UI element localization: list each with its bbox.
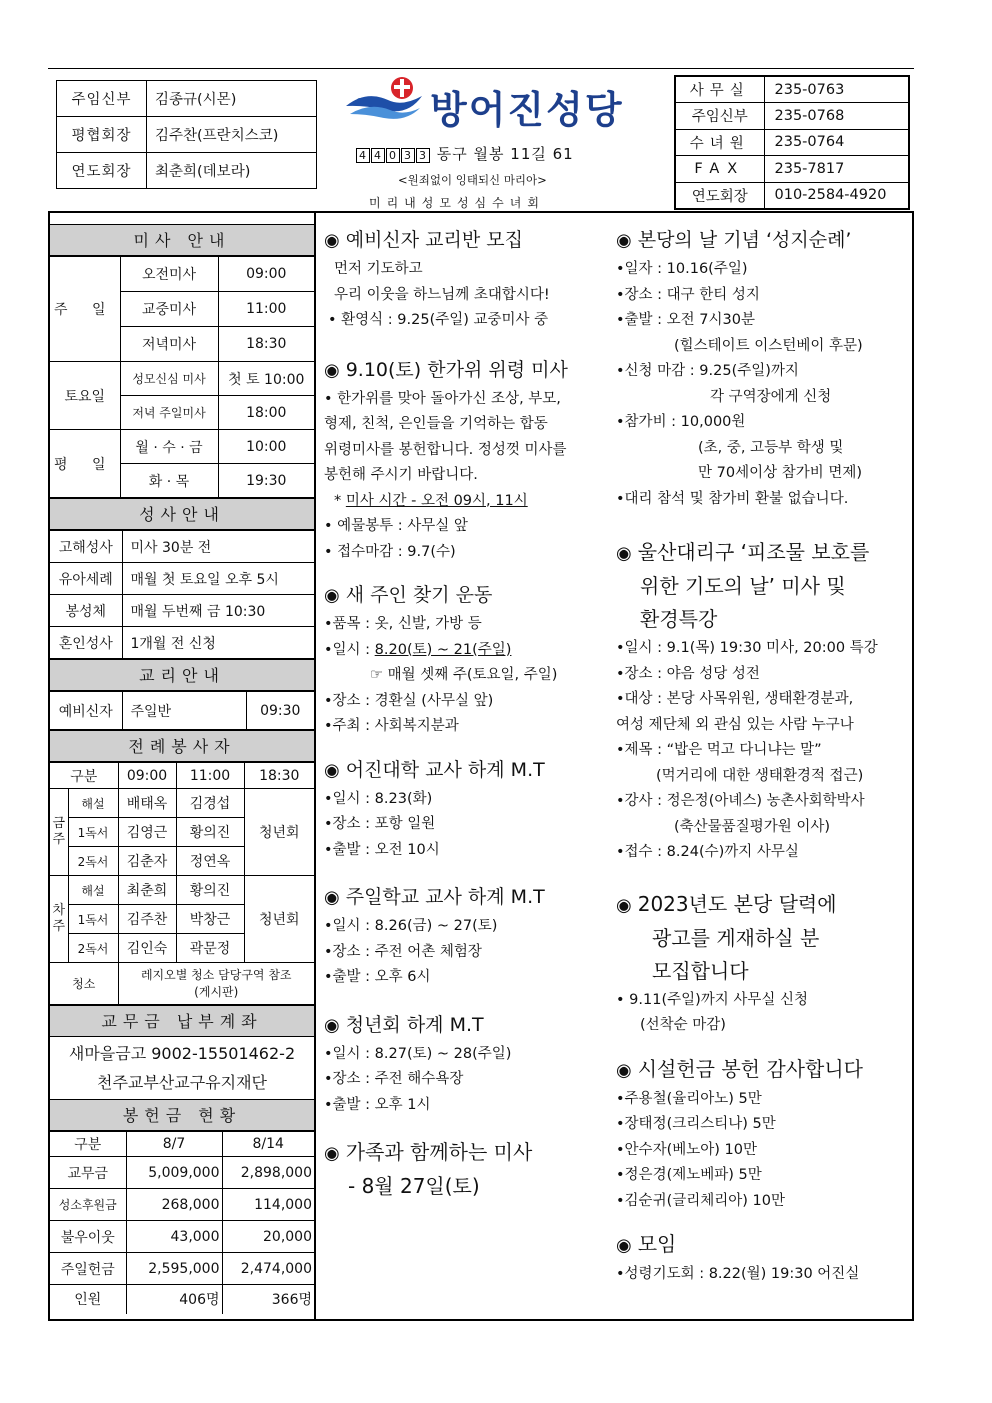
bullet-icon: ◉ — [324, 887, 340, 908]
contact-role: 주임신부 — [57, 81, 147, 117]
notice-line: • 9.11(주일)까지 사무실 신청 — [616, 991, 809, 1008]
church-name: 방어진성당 — [430, 88, 624, 132]
contact-name: 김주찬(프란치스코) — [147, 117, 317, 153]
liturgy-role: 해설 — [68, 876, 118, 905]
contact-role: 평협회장 — [57, 117, 147, 153]
sacrament-time: 미사 30분 전 — [122, 531, 314, 563]
mass-time: 첫 토 10:00 — [218, 362, 314, 396]
notice-line: •접수 : 8.24(수)까지 사무실 — [616, 844, 799, 860]
offering-table — [50, 1131, 314, 1314]
notice-title: ◉ 2023년도 본당 달력에 — [616, 891, 837, 916]
notice-line: •일시 : 8.26(금) ~ 27(토) — [324, 918, 498, 934]
offering-value: 366명 — [222, 1285, 314, 1314]
phone-number: 235-7817 — [764, 156, 909, 183]
liturgy-role: 2독서 — [68, 934, 118, 963]
phone-number: 010-2584-4920 — [764, 182, 909, 209]
notice-line: •출발 : 오전 10시 — [324, 841, 440, 858]
bullet-icon: ◉ — [324, 1014, 340, 1036]
notice-line: •장소 : 주전 해수욕장 — [324, 1071, 464, 1087]
notice-line: •장소 : 대구 한티 성지 — [616, 286, 760, 303]
right-column — [616, 224, 908, 1288]
offering-head: 8/7 — [126, 1132, 222, 1157]
contact-name: 김종규(시몬) — [147, 81, 317, 117]
zip-digit: 4 — [356, 148, 370, 163]
bullet-icon: ◉ — [616, 1235, 632, 1256]
phone-label: 사무실 — [675, 76, 764, 103]
notice-title: ◉ 어진대학 교사 하계 M.T — [324, 758, 545, 781]
bullet-icon: ◉ — [324, 230, 340, 251]
liturgy-role: 1독서 — [68, 818, 118, 847]
notice-line: 각 구역장에게 신청 — [710, 388, 832, 405]
liturgy-person: 김춘자 — [118, 847, 176, 876]
offering-value: 2,898,000 — [222, 1157, 314, 1189]
contact-role: 연도회장 — [57, 153, 147, 189]
notice-line: •주최 : 사회복지분과 — [324, 718, 459, 734]
account-holder: 천주교부산교구유지재단 — [96, 1073, 268, 1092]
phone-number: 235-0768 — [764, 103, 909, 130]
offering-value: 2,474,000 — [222, 1253, 314, 1285]
liturgy-person: 정연옥 — [176, 847, 244, 876]
notice-line: •일시 : 8.27(토) ~ 28(주일) — [324, 1045, 512, 1062]
liturgy-person: 김인숙 — [118, 934, 176, 963]
offering-item: 인원 — [50, 1285, 126, 1314]
offering-value: 2,595,000 — [126, 1253, 222, 1285]
sacrament-name: 유아세례 — [50, 563, 122, 595]
notice-title-line2: - 8월 27일(토) — [348, 1174, 480, 1198]
mass-name: 저녁 주일미사 — [120, 396, 218, 430]
offering-head: 8/14 — [222, 1132, 314, 1157]
liturgy-head: 09:00 — [118, 763, 176, 789]
offering-value: 268,000 — [126, 1189, 222, 1221]
sacrament-time: 매월 첫 토요일 오후 5시 — [122, 563, 314, 595]
notice-line: •일시 : 8.20(토) ~ 21(주일) — [324, 641, 512, 658]
weekday-label: 평 일 — [50, 430, 120, 498]
phone-label: FAX — [675, 156, 764, 183]
liturgy-person: 황의진 — [176, 818, 244, 847]
notice-line: • 접수마감 : 9.7(수) — [324, 543, 456, 560]
notice-title: ◉ 예비신자 교리반 모집 — [324, 229, 523, 251]
notice-line: 위령미사를 봉헌합니다. 정성껏 미사를 — [324, 441, 567, 458]
zip-digit: 3 — [401, 148, 415, 163]
cleaning-text: 레지오별 청소 담당구역 참조 — [140, 967, 292, 982]
notice-line: • 예물봉투 : 사무실 앞 — [324, 518, 468, 534]
doctrine-name: 예비신자 — [50, 692, 122, 730]
doctrine-title: 교리안내 — [50, 659, 314, 691]
notice-line: •일시 : 8.23(화) — [324, 790, 433, 807]
liturgy-title: 전례봉사자 — [50, 730, 314, 762]
sacrament-time: 1개월 전 신청 — [122, 627, 314, 659]
notice-title-line3: 모집합니다 — [652, 958, 749, 983]
sacrament-name: 봉성체 — [50, 595, 122, 627]
phone-number: 235-0763 — [764, 76, 909, 103]
address-text: 동구 월봉 11길 61 — [436, 145, 574, 163]
mass-time: 18:30 — [218, 327, 314, 362]
mass-name: 월 · 수 · 금 — [120, 430, 218, 464]
mass-time: 18:00 — [218, 396, 314, 430]
notice-line: (선착순 마감) — [640, 1017, 726, 1033]
notice-title-line2: 광고를 게재하실 분 — [652, 925, 820, 950]
phone-number: 235-0764 — [764, 129, 909, 156]
notice-title: ◉ 울산대리구 ‘피조물 보호를 — [616, 540, 870, 564]
notice-line: •정은경(제노베파) 5만 — [616, 1167, 762, 1183]
column-divider — [314, 211, 316, 1321]
notice-line: •안수자(베노아) 10만 — [616, 1141, 757, 1158]
liturgy-evening: 청년회 — [244, 789, 314, 876]
notice-line: 먼저 기도하고 — [334, 261, 423, 277]
notice-line: •장태정(크리스티나) 5만 — [616, 1116, 776, 1132]
offering-title: 봉헌금 현황 — [50, 1099, 314, 1131]
offering-value: 114,000 — [222, 1189, 314, 1221]
mass-table — [50, 256, 314, 498]
zip-digit: 4 — [371, 148, 385, 163]
notice-line: ☞ 매월 셋째 주(토요일, 주일) — [370, 667, 558, 683]
notice-line: (축산물품질평가원 이사) — [674, 818, 830, 835]
bullet-icon: ◉ — [324, 359, 340, 381]
phone-label: 연도회장 — [675, 182, 764, 209]
sacrament-name: 혼인성사 — [50, 627, 122, 659]
doctrine-table — [50, 691, 314, 730]
offering-item: 주일헌금 — [50, 1253, 126, 1285]
liturgy-person: 황의진 — [176, 876, 244, 905]
sacrament-table — [50, 530, 314, 659]
liturgy-role: 1독서 — [68, 905, 118, 934]
cleaning-text: (게시판) — [194, 984, 239, 999]
notice-title: ◉ 청년회 하계 M.T — [324, 1013, 484, 1036]
notice-line: •일시 : 9.1(목) 19:30 미사, 20:00 특강 — [616, 640, 878, 656]
saturday-label: 토요일 — [50, 362, 120, 430]
notice-title: ◉ 새 주인 찾기 운동 — [324, 584, 493, 606]
notice-title: ◉ 주일학교 교사 하계 M.T — [324, 886, 545, 908]
liturgy-group: 금주 — [50, 789, 68, 876]
bullet-icon: ◉ — [616, 894, 632, 916]
notice-line: •신청 마감 : 9.25(주일)까지 — [616, 363, 799, 379]
liturgy-person: 김주찬 — [118, 905, 176, 934]
mass-name: 오전미사 — [120, 257, 218, 292]
doctrine-class: 주일반 — [122, 692, 246, 730]
bullet-icon: ◉ — [616, 543, 632, 564]
offering-value: 43,000 — [126, 1221, 222, 1253]
offering-value: 20,000 — [222, 1221, 314, 1253]
offering-value: 406명 — [126, 1285, 222, 1314]
notice-line: * 미사 시간 - 오전 09시, 11시 — [334, 492, 528, 509]
notice-line: 봉헌해 주시기 바랍니다. — [324, 467, 478, 483]
mass-guide-title: 미사 안내 — [50, 224, 314, 256]
notice-line: •참가비 : 10,000원 — [616, 414, 746, 430]
notice-line: •출발 : 오전 7시30분 — [616, 312, 755, 328]
offering-value: 5,009,000 — [126, 1157, 222, 1189]
account-title: 교무금 납부계좌 — [50, 1005, 314, 1037]
bullet-icon: ◉ — [324, 1143, 340, 1164]
notice-line: •강사 : 정은정(아녜스) 농촌사회학박사 — [616, 793, 865, 809]
phone-label: 수녀원 — [675, 129, 764, 156]
notice-line: •출발 : 오후 1시 — [324, 1096, 431, 1113]
notice-line: • 한가위를 맞아 돌아가신 조상, 부모, — [324, 390, 561, 407]
notice-title: ◉ 9.10(토) 한가위 위령 미사 — [324, 358, 568, 381]
middle-column — [324, 224, 614, 1203]
notice-line: 형제, 친척, 은인들을 기억하는 합동 — [324, 416, 548, 432]
notice-line: •성령기도회 : 8.22(월) 19:30 어진실 — [616, 1266, 860, 1282]
mass-time: 10:00 — [218, 430, 314, 464]
liturgy-head: 구분 — [50, 763, 118, 789]
liturgy-person: 곽문정 — [176, 934, 244, 963]
bullet-icon: ◉ — [324, 759, 340, 781]
notice-line: •장소 : 경환실 (사무실 앞) — [324, 692, 494, 709]
doctrine-time: 09:30 — [246, 692, 314, 730]
notice-line: •일자 : 10.16(주일) — [616, 261, 748, 277]
liturgy-role: 2독서 — [68, 847, 118, 876]
liturgy-table — [50, 762, 314, 1005]
bullet-icon: ◉ — [616, 230, 632, 251]
notice-line: 여성 제단체 외 관심 있는 사람 누구나 — [616, 716, 854, 733]
contact-name: 최춘희(데보라) — [147, 153, 317, 189]
account-info — [50, 1037, 314, 1099]
notice-line: •제목 : “밥은 먹고 다니냐는 말” — [616, 742, 822, 758]
sacrament-time: 매월 두번째 금 10:30 — [122, 595, 314, 627]
left-column — [50, 224, 314, 1314]
zip-digit: 3 — [416, 148, 430, 163]
notice-line: •장소 : 야음 성당 성전 — [616, 665, 760, 682]
sacrament-name: 고해성사 — [50, 531, 122, 563]
mass-time: 19:30 — [218, 464, 314, 498]
offering-item: 교무금 — [50, 1157, 126, 1189]
notice-title: ◉ 가족과 함께하는 미사 — [324, 1140, 533, 1164]
notice-title: ◉ 모임 — [616, 1232, 677, 1256]
sunday-label: 주 일 — [50, 257, 120, 362]
notice-title-line2: 위한 기도의 날’ 미사 및 — [640, 574, 846, 598]
liturgy-person: 최춘희 — [118, 876, 176, 905]
liturgy-evening: 청년회 — [244, 876, 314, 963]
account-number: 새마을금고 9002-15501462-2 — [68, 1044, 296, 1063]
notice-line: 우리 이웃을 하느님께 초대합시다! — [334, 286, 550, 303]
liturgy-role: 해설 — [68, 789, 118, 818]
liturgy-head: 18:30 — [244, 763, 314, 789]
notice-line: •장소 : 주전 어촌 체험장 — [324, 943, 482, 960]
motto: <원죄없이 잉태되신 마리아> — [398, 173, 547, 187]
sisters-name: 미리내성모성심수녀회 — [369, 196, 545, 210]
notice-title-line3: 환경특강 — [640, 607, 718, 631]
notice-line: •장소 : 포항 일원 — [324, 816, 436, 832]
notice-line: •품목 : 옷, 신발, 가방 등 — [324, 616, 482, 632]
sacrament-title: 성사안내 — [50, 498, 314, 530]
liturgy-head: 11:00 — [176, 763, 244, 789]
notice-line: •출발 : 오후 6시 — [324, 969, 431, 985]
notice-line: •대리 참석 및 참가비 환불 없습니다. — [616, 490, 849, 507]
liturgy-person: 박창근 — [176, 905, 244, 934]
mass-time: 11:00 — [218, 292, 314, 327]
phone-table — [674, 75, 910, 210]
phone-label: 주임신부 — [675, 103, 764, 130]
notice-line: •대상 : 본당 사목위원, 생태환경분과, — [616, 691, 854, 707]
mass-name: 저녁미사 — [120, 327, 218, 362]
notice-title: ◉ 시설헌금 봉헌 감사합니다 — [616, 1056, 863, 1081]
mass-time: 09:00 — [218, 257, 314, 292]
liturgy-person: 배태옥 — [118, 789, 176, 818]
offering-item: 불우이웃 — [50, 1221, 126, 1253]
cleaning-label: 청소 — [50, 963, 118, 1005]
zip-digit: 0 — [386, 148, 400, 163]
liturgy-person: 김영근 — [118, 818, 176, 847]
church-logo-icon — [344, 76, 424, 122]
notice-line: •김순귀(글리체리아) 10만 — [616, 1192, 785, 1209]
notice-title: ◉ 본당의 날 기념 ‘성지순례’ — [616, 229, 852, 251]
cleaning-info — [118, 963, 314, 1005]
mass-name: 성모신심 미사 — [120, 362, 218, 396]
liturgy-person: 김경섭 — [176, 789, 244, 818]
notice-line: •주용철(율리아노) 5만 — [616, 1090, 762, 1107]
notice-line: 만 70세이상 참가비 면제) — [698, 465, 862, 481]
offering-head: 구분 — [50, 1132, 126, 1157]
mass-name: 교중미사 — [120, 292, 218, 327]
bullet-icon: ◉ — [324, 585, 340, 606]
liturgy-group: 차주 — [50, 876, 68, 963]
header-contacts-table — [56, 80, 317, 189]
notice-line: (먹거리에 대한 생태환경적 접근) — [656, 767, 864, 784]
bullet-icon: ◉ — [616, 1059, 632, 1081]
notice-line: (초, 중, 고등부 학생 및 — [698, 439, 844, 456]
offering-item: 성소후원금 — [50, 1189, 126, 1221]
address — [356, 143, 574, 164]
mass-name: 화 · 목 — [120, 464, 218, 498]
notice-line: • 환영식 : 9.25(주일) 교중미사 중 — [328, 312, 549, 328]
notice-line: (힐스테이트 이스턴베이 후문) — [674, 337, 863, 354]
